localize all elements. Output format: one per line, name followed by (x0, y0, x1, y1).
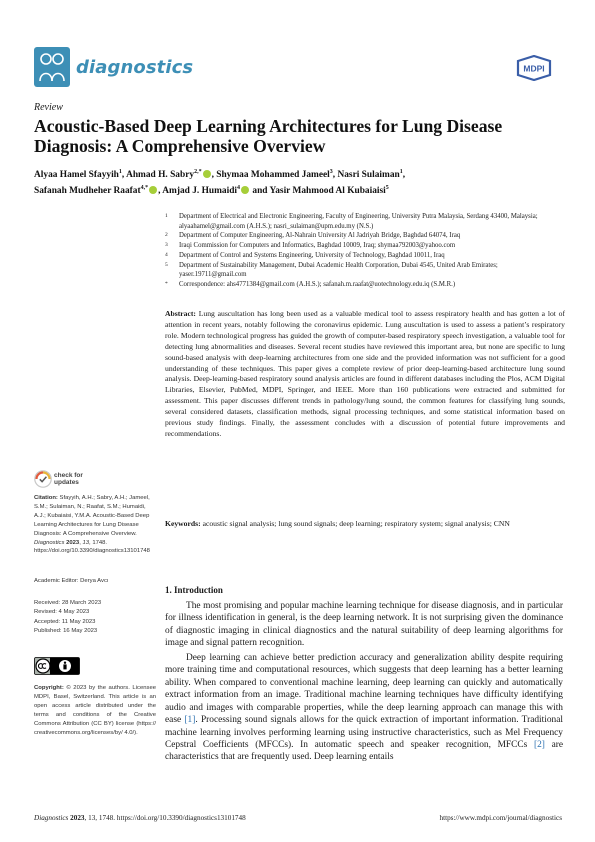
copyright-label: Copyright: (34, 685, 64, 691)
author-list (34, 166, 564, 198)
academic-editor: Academic Editor: Derya Avcı (34, 578, 109, 584)
intro-paragraph-2 (165, 652, 563, 764)
date-published: Published: 16 May 2023 (34, 627, 98, 634)
affiliation-item (165, 231, 565, 241)
copyright-text: © 2023 by the authors. Licensee MDPI, Basel, Switzerland. This article is an open access article distributed under the terms and conditions of the Creative Commons Attribution (CC BY) license (https:// creativecommons.org/licenses/by/ 4.0/). (34, 685, 157, 737)
footer-year: 2023 (70, 814, 85, 822)
affiliation-text: Department of Electrical and Electronic Engineering, Faculty of Engineering, University Putra Malaysia, Serdang 43400, Malaysia; alyaahamel@gmail.com (A.H.S.); nasri_sulaiman@upm.edu.my (N.S.) (179, 213, 538, 230)
author-name[interactable]: Safanah Mudheher Raafat (34, 186, 141, 197)
article-type: Review (34, 102, 63, 113)
mdpi-logo-icon[interactable] (515, 55, 553, 81)
mdpi-logo-text: MDPI (523, 63, 545, 74)
citation-journal: Diagnostics (34, 539, 65, 546)
journal-name[interactable]: diagnostics (76, 57, 194, 78)
citation-label: Citation: (34, 495, 58, 501)
author-affiliation-sup: 4,* (140, 185, 149, 192)
author-name[interactable]: Alyaa Hamel Sfayyih (34, 170, 119, 181)
abstract-label: Abstract: (165, 309, 196, 318)
author-separator: and (250, 186, 270, 197)
introduction-body (165, 600, 563, 764)
footer-journal: Diagnostics (34, 814, 69, 822)
author-separator: , (211, 170, 217, 181)
citation-link-1[interactable]: [1] (184, 715, 196, 726)
citation-link-2[interactable]: [2] (533, 739, 545, 750)
affiliation-number: 5 (165, 261, 168, 268)
abstract-text: Lung auscultation has long been used as a valuable medical tool to assess respiratory health and has gotten a lot of attention in recent years, notably following the coronavirus epidemic. Lung auscultation is used to assess a patient’s respiratory role. Modern technological progress has guided the growth of computer-based respiratory speech investigation, a valuable tool for detecting lung abnormalities and diseases. Several recent studies have reviewed this important area, but none are specific to lung sound-based analysis with deep-learning architectures from one side and the provided information was not sufficient for a good understanding of these techniques. This paper gives a complete review of prior deep-learning-based architecture lung sound analysis. Deep-learning-based respiratory sound analysis articles are found in different databases including the Plos, ACM Digital Libraries, Elsevier, PubMed, MDPI, Springer, and IEEE. More than 160 publications were extracted and submitted for assessment. This paper discusses different trends in pathology/lung sound, the common features for classifying lung sounds, several considered datasets, classification methods, signal processing techniques, and some statistical information based on previous study findings. Finally, the assessment concludes with a discussion of potential future improvements and recommendations. (165, 309, 565, 438)
date-revised: Revised: 4 May 2023 (34, 609, 90, 616)
author-name[interactable]: Yasir Mahmood Al Kubaiaisi (269, 186, 386, 197)
footer-journal-url[interactable]: https://www.mdpi.com/journal/diagnostics (439, 814, 562, 822)
orcid-icon[interactable] (149, 186, 157, 194)
author-separator: , (121, 170, 127, 181)
footer-citation (34, 814, 246, 822)
paper-title: Acoustic-Based Deep Learning Architectures for Lung Disease Diagnosis: A Comprehensive Overview (34, 116, 503, 156)
check-for-updates-line1: check for (54, 472, 83, 479)
affiliation-text: Department of Control and Systems Engineering, University of Technology, Baghdad 10011, Iraq (179, 251, 445, 259)
citation-doi[interactable]: , 1748. https://doi.org/10.3390/diagnostics13101748 (34, 539, 150, 555)
keywords (165, 519, 565, 530)
citation-volume: 13 (82, 539, 90, 546)
author-name[interactable]: Amjad J. Humaidi (162, 186, 238, 197)
author-affiliation-sup: 3 (329, 169, 333, 175)
copyright-notice (34, 684, 156, 739)
citation-block: Citation: Sfayyih, A.H.; Sabry, A.H.; Jameel, S.M.; Sulaiman, N.; Raafat, S.M.; Humaidi, A.J.; Kubaiaisi, Y.M.A. Acoustic-Based Deep Learning Architectures for Lung Disease Diagnosis: A Comprehensive Overview. Diagnostics 2023, 13, 1748. https://doi.org/10.3390/diagnostics13101748 (34, 495, 150, 555)
date-received: Received: 28 March 2023 (34, 600, 102, 606)
author-separator: , (332, 170, 338, 181)
orcid-icon[interactable] (241, 186, 249, 194)
orcid-icon[interactable] (203, 170, 211, 178)
author-separator: , (402, 170, 406, 181)
affiliation-text: Iraqi Commission for Computers and Informatics, Baghdad 10009, Iraq; shymaa792003@yahoo.com (179, 242, 456, 250)
intro-paragraph-2-part-a: Deep learning can achieve better prediction accuracy and generalization ability despite requiring more training time and computational resources, which suggests that deep learning has a better learning ability. When compared to conventional machine learning, deep learning can quickly and automatically extract information from an image. Traditional machine learning techniques have difficulty identifying audio and images with comparable properties, while the deep learning approach can manage this with ease (165, 652, 563, 726)
affiliation-item (165, 212, 565, 231)
author-name[interactable]: Ahmad H. Sabry (126, 170, 195, 181)
intro-paragraph-2-part-c: are characteristics that are frequently used. Deep learning entails (165, 739, 564, 763)
abstract (165, 309, 565, 440)
author-name[interactable]: Shymaa Mohammed Jameel (216, 170, 330, 181)
affiliation-text: Correspondence: ahs4771384@gmail.com (A.H.S.); safanah.m.raafat@uotechnology.edu.iq (S.M.R.) (179, 280, 456, 288)
author-separator: , (158, 186, 163, 197)
keywords-text: acoustic signal analysis; lung sound signals; deep learning; respiratory system; signal analysis; CNN (202, 519, 510, 528)
affiliation-number: 2 (165, 232, 168, 239)
check-for-updates-line2: updates (54, 479, 79, 486)
footer-doi[interactable]: , 13, 1748. https://doi.org/10.3390/diagnostics13101748 (84, 814, 246, 822)
author-affiliation-sup: 2,* (194, 169, 202, 175)
author-affiliation-sup: 1 (118, 169, 122, 175)
author-affiliation-sup: 5 (385, 185, 389, 192)
affiliation-number: 1 (165, 213, 168, 219)
affiliation-text: Department of Computer Engineering, Al-Nahrain University Al Jadriyah Bridge, Baghdad 64074, Iraq (179, 232, 461, 240)
section-heading-introduction: 1. Introduction (165, 585, 223, 595)
date-accepted: Accepted: 11 May 2023 (34, 618, 96, 625)
publication-dates (34, 599, 101, 636)
check-for-updates-icon[interactable] (34, 470, 52, 488)
affiliation-list (165, 212, 565, 290)
cc-by-license-icon[interactable] (34, 657, 80, 675)
affiliation-number: 3 (165, 242, 168, 249)
affiliation-item (165, 251, 565, 261)
affiliation-text: Department of Sustainability Management, Dubai Academic Health Corporation, Dubai 4545, United Arab Emirates; yaser.19711@gmail.com (179, 261, 498, 279)
journal-logo-icon (34, 47, 70, 87)
author-name[interactable]: Nasri Sulaiman (337, 170, 400, 181)
affiliation-number: * (165, 280, 168, 287)
intro-paragraph-2-part-b: . Processing sound signals allows for the quick extraction of important information. Traditional machine learning involves performing learning using instructive characteristics, such as Mel Frequency Cepstral Coefficients (MFCCs). In automatic speech and speaker recognition, MFCCs (165, 715, 563, 750)
affiliation-item (165, 241, 565, 251)
affiliation-item (165, 261, 565, 280)
affiliation-item (165, 280, 565, 290)
check-for-updates-label[interactable] (54, 472, 83, 486)
affiliation-number: 4 (165, 251, 168, 258)
author-affiliation-sup: 4 (237, 185, 241, 192)
author-affiliation-sup: 1 (399, 169, 403, 175)
citation-year: 2023 (66, 539, 80, 546)
intro-paragraph-1: The most promising and popular machine learning technique for disease diagnosis, and in particular for illness identification in general, is the deep learning network. It is not surprising given the dominance of diagnostic imaging in clinical diagnostics and the natural suitability of deep learning algorithms for image and signal pattern recognition. (165, 601, 563, 649)
keywords-label: Keywords: (165, 519, 201, 528)
citation-text: Sfayyih, A.H.; Sabry, A.H.; Jameel, S.M.; Sulaiman, N.; Raafat, S.M.; Humaidi, A.J.; Kubaiaisi, Y.M.A. Acoustic-Based Deep Learning Architectures for Lung Disease Diagnosis: A Comprehensive Overview. (34, 495, 150, 537)
